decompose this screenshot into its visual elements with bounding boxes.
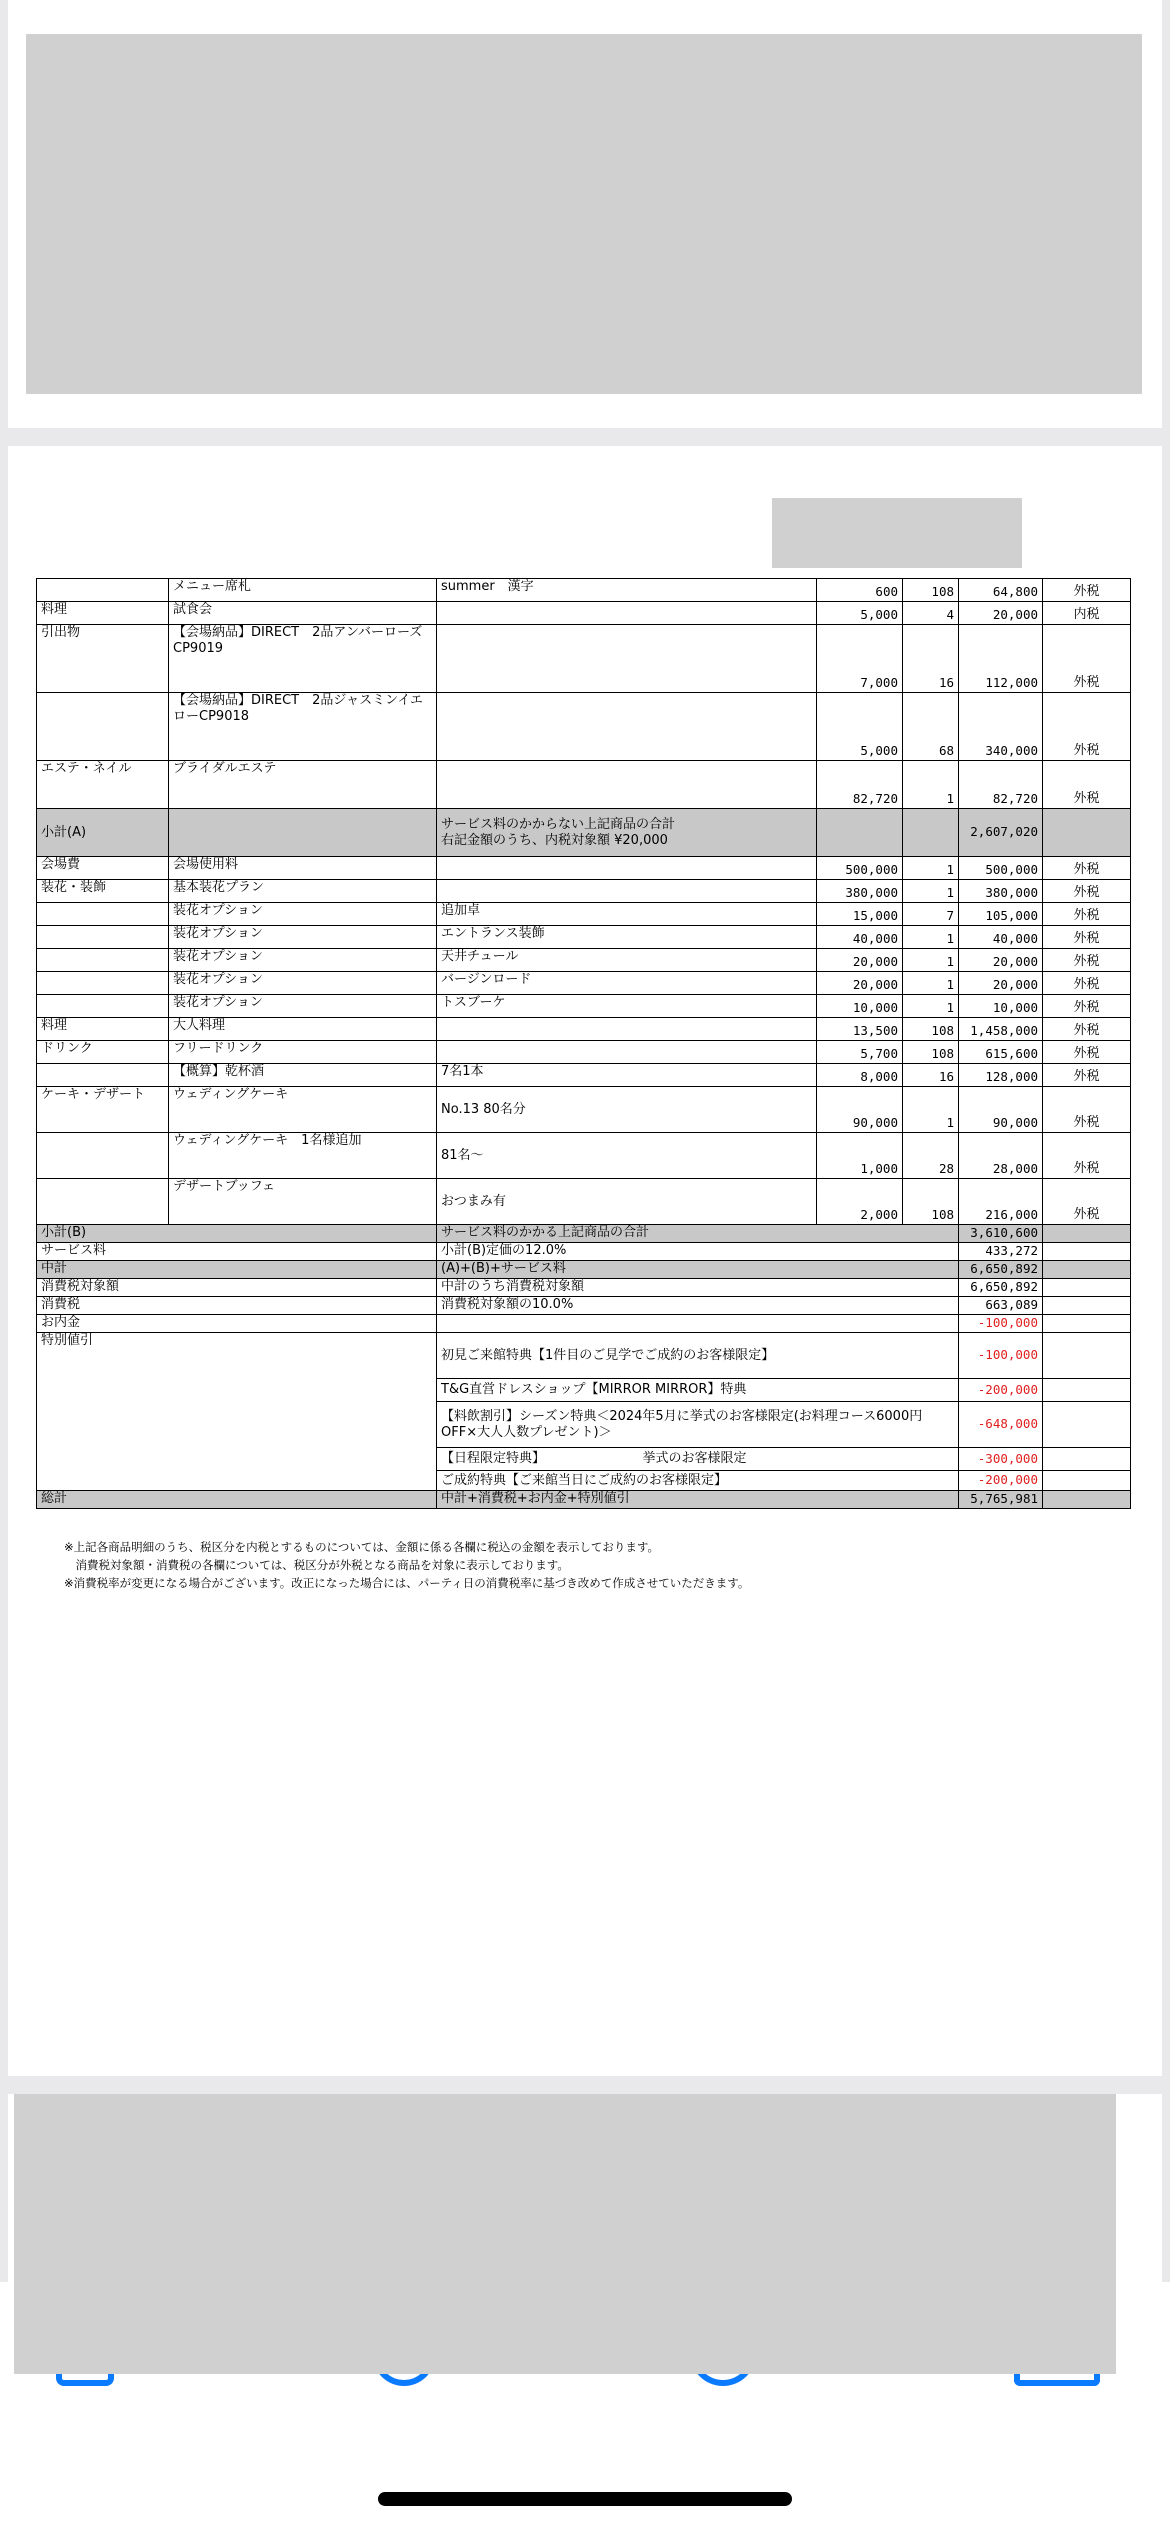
price-cell: 5,000: [817, 602, 903, 625]
table-row: [37, 903, 1131, 926]
table-row: [37, 1133, 1131, 1179]
estimate-table: [36, 578, 1131, 1509]
tax-cell: 外税: [1043, 693, 1131, 761]
summary-label: 小計(B): [37, 1225, 437, 1243]
redacted-area-bottom: [14, 2094, 1116, 2374]
item-cell: メニュー席札: [169, 579, 437, 602]
price-cell: 2,000: [817, 1179, 903, 1225]
detail-cell: [437, 1018, 817, 1041]
summary-amount: 3,610,600: [959, 1225, 1043, 1243]
note-line: ※上記各商品明細のうち、税区分を内税とするものについては、金額に係る各欄に税込の金額を表示しております。: [64, 1540, 659, 1554]
discount-amount: -300,000: [959, 1448, 1043, 1471]
category-cell: [37, 1133, 169, 1179]
summary-row: [37, 1297, 1131, 1315]
empty-cell: [1043, 809, 1131, 857]
item-cell: デザートブッフェ: [169, 1179, 437, 1225]
price-cell: 13,500: [817, 1018, 903, 1041]
amount-cell: 10,000: [959, 995, 1043, 1018]
category-cell: エステ・ネイル: [37, 761, 169, 809]
summary-label: 消費税: [37, 1297, 437, 1315]
empty-cell: [1043, 1448, 1131, 1471]
detail-cell: [437, 1041, 817, 1064]
detail-cell: 81名～: [437, 1133, 817, 1179]
subtotal-a-desc: [437, 809, 817, 857]
discount-label: 特別値引: [37, 1333, 437, 1491]
discount-row: [37, 1333, 1131, 1379]
table-row: [37, 926, 1131, 949]
detail-cell: バージンロード: [437, 972, 817, 995]
item-cell: 装花オプション: [169, 903, 437, 926]
tax-cell: 外税: [1043, 1133, 1131, 1179]
price-cell: 7,000: [817, 625, 903, 693]
table-row: [37, 995, 1131, 1018]
item-cell: ウェディングケーキ 1名様追加: [169, 1133, 437, 1179]
summary-label: サービス料: [37, 1243, 437, 1261]
amount-cell: 90,000: [959, 1087, 1043, 1133]
table-row: [37, 625, 1131, 693]
detail-cell: [437, 857, 817, 880]
discount-amount: -648,000: [959, 1402, 1043, 1448]
item-cell: フリードリンク: [169, 1041, 437, 1064]
tax-cell: 外税: [1043, 880, 1131, 903]
tax-cell: 内税: [1043, 602, 1131, 625]
table-row: [37, 1018, 1131, 1041]
total-amount: 5,765,981: [959, 1491, 1043, 1509]
category-cell: 引出物: [37, 625, 169, 693]
category-cell: 料理: [37, 1018, 169, 1041]
qty-cell: 108: [903, 1041, 959, 1064]
amount-cell: 340,000: [959, 693, 1043, 761]
item-cell: 装花オプション: [169, 995, 437, 1018]
summary-desc: サービス料のかかる上記商品の合計: [437, 1225, 959, 1243]
empty-cell: [1043, 1225, 1131, 1243]
table-row: [37, 880, 1131, 903]
empty-cell: [1043, 1243, 1131, 1261]
summary-amount: 6,650,892: [959, 1279, 1043, 1297]
qty-cell: 1: [903, 972, 959, 995]
subtotal-a-note: サービス料のかからない上記商品の合計: [441, 816, 676, 832]
detail-cell: No.13 80名分: [437, 1087, 817, 1133]
qty-cell: 1: [903, 880, 959, 903]
qty-cell: 108: [903, 579, 959, 602]
summary-label: お内金: [37, 1315, 437, 1333]
tax-cell: 外税: [1043, 579, 1131, 602]
empty-cell: [1043, 1379, 1131, 1402]
category-cell: ケーキ・デザート: [37, 1087, 169, 1133]
tax-cell: 外税: [1043, 1064, 1131, 1087]
discount-amount: -200,000: [959, 1379, 1043, 1402]
summary-desc: 小計(B)定価の12.0%: [437, 1243, 959, 1261]
redacted-area-header: [772, 498, 1022, 568]
discount-desc: 【料飲割引】シーズン特典＜2024年5月に挙式のお客様限定(お料理コース6000円OFF×大人人数プレゼント)＞: [437, 1402, 959, 1448]
discount-desc: 【日程限定特典】 挙式のお客様限定: [437, 1448, 959, 1471]
category-cell: [37, 1179, 169, 1225]
total-label: 総計: [37, 1491, 437, 1509]
qty-cell: 1: [903, 857, 959, 880]
total-desc: 中計+消費税+お内金+特別値引: [437, 1491, 959, 1509]
detail-cell: 追加卓: [437, 903, 817, 926]
amount-cell: 82,720: [959, 761, 1043, 809]
detail-cell: 7名1本: [437, 1064, 817, 1087]
price-cell: 20,000: [817, 949, 903, 972]
tax-cell: 外税: [1043, 1087, 1131, 1133]
tax-cell: 外税: [1043, 857, 1131, 880]
subtotal-a-note: 右記金額のうち、内税対象額 ¥20,000: [441, 832, 668, 848]
item-cell: 装花オプション: [169, 949, 437, 972]
price-cell: 380,000: [817, 880, 903, 903]
summary-row: [37, 1279, 1131, 1297]
notes: [64, 1538, 1124, 1592]
summary-desc: 消費税対象額の10.0%: [437, 1297, 959, 1315]
item-cell: 【概算】乾杯酒: [169, 1064, 437, 1087]
price-cell: 600: [817, 579, 903, 602]
qty-cell: 1: [903, 926, 959, 949]
price-cell: 5,000: [817, 693, 903, 761]
item-cell: 装花オプション: [169, 972, 437, 995]
category-cell: [37, 972, 169, 995]
amount-cell: 500,000: [959, 857, 1043, 880]
item-cell: 【会場納品】DIRECT 2品アンバーローズCP9019: [169, 625, 437, 693]
amount-cell: 20,000: [959, 602, 1043, 625]
amount-cell: 40,000: [959, 926, 1043, 949]
tax-cell: 外税: [1043, 972, 1131, 995]
category-cell: [37, 1064, 169, 1087]
tax-cell: 外税: [1043, 926, 1131, 949]
summary-amount: 663,089: [959, 1297, 1043, 1315]
summary-desc: [437, 1315, 959, 1333]
qty-cell: 28: [903, 1133, 959, 1179]
tax-cell: 外税: [1043, 625, 1131, 693]
table-row: [37, 602, 1131, 625]
qty-cell: 4: [903, 602, 959, 625]
empty-cell: [903, 809, 959, 857]
detail-cell: おつまみ有: [437, 1179, 817, 1225]
discount-desc: ご成約特典【ご来館当日にご成約のお客様限定】: [437, 1471, 959, 1491]
qty-cell: 1: [903, 1087, 959, 1133]
qty-cell: 16: [903, 625, 959, 693]
summary-label: 中計: [37, 1261, 437, 1279]
tax-cell: 外税: [1043, 1018, 1131, 1041]
tax-cell: 外税: [1043, 1179, 1131, 1225]
empty-cell: [1043, 1471, 1131, 1491]
price-cell: 1,000: [817, 1133, 903, 1179]
tax-cell: 外税: [1043, 761, 1131, 809]
qty-cell: 108: [903, 1018, 959, 1041]
empty-cell: [1043, 1315, 1131, 1333]
amount-cell: 216,000: [959, 1179, 1043, 1225]
amount-cell: 28,000: [959, 1133, 1043, 1179]
tax-cell: 外税: [1043, 949, 1131, 972]
empty-cell: [1043, 1491, 1131, 1509]
subtotal-a-amount: 2,607,020: [959, 809, 1043, 857]
table-row: [37, 949, 1131, 972]
amount-cell: 1,458,000: [959, 1018, 1043, 1041]
table-row: [37, 761, 1131, 809]
total-row: [37, 1491, 1131, 1509]
subtotal-a-label: 小計(A): [37, 809, 169, 857]
discount-desc: 初見ご来館特典【1件目のご見学でご成約のお客様限定】: [437, 1333, 959, 1379]
item-cell: 装花オプション: [169, 926, 437, 949]
detail-cell: エントランス装飾: [437, 926, 817, 949]
amount-cell: 20,000: [959, 949, 1043, 972]
category-cell: 会場費: [37, 857, 169, 880]
amount-cell: 20,000: [959, 972, 1043, 995]
discount-amount: -100,000: [959, 1333, 1043, 1379]
amount-cell: 64,800: [959, 579, 1043, 602]
category-cell: [37, 903, 169, 926]
detail-cell: [437, 761, 817, 809]
detail-cell: 天井チュール: [437, 949, 817, 972]
price-cell: 90,000: [817, 1087, 903, 1133]
amount-cell: 615,600: [959, 1041, 1043, 1064]
price-cell: 8,000: [817, 1064, 903, 1087]
empty-cell: [1043, 1279, 1131, 1297]
price-cell: 500,000: [817, 857, 903, 880]
home-indicator: [378, 2492, 792, 2506]
table-row: [37, 857, 1131, 880]
table-row: [37, 579, 1131, 602]
subtotal-a-empty: [169, 809, 437, 857]
summary-row: [37, 1315, 1131, 1333]
detail-cell: [437, 880, 817, 903]
detail-cell: summer 漢字: [437, 579, 817, 602]
category-cell: [37, 693, 169, 761]
category-cell: 料理: [37, 602, 169, 625]
table-row: [37, 693, 1131, 761]
table-row: [37, 972, 1131, 995]
price-cell: 15,000: [817, 903, 903, 926]
tax-cell: 外税: [1043, 903, 1131, 926]
discount-desc: T&G直営ドレスショップ【MIRROR MIRROR】特典: [437, 1379, 959, 1402]
summary-label: 消費税対象額: [37, 1279, 437, 1297]
table-row: [37, 1041, 1131, 1064]
detail-cell: [437, 693, 817, 761]
summary-row: [37, 1261, 1131, 1279]
detail-cell: トスブーケ: [437, 995, 817, 1018]
qty-cell: 7: [903, 903, 959, 926]
qty-cell: 1: [903, 949, 959, 972]
summary-amount: -100,000: [959, 1315, 1043, 1333]
qty-cell: 68: [903, 693, 959, 761]
price-cell: 40,000: [817, 926, 903, 949]
price-cell: 5,700: [817, 1041, 903, 1064]
qty-cell: 1: [903, 761, 959, 809]
item-cell: ブライダルエステ: [169, 761, 437, 809]
category-cell: [37, 579, 169, 602]
summary-amount: 6,650,892: [959, 1261, 1043, 1279]
qty-cell: 108: [903, 1179, 959, 1225]
price-cell: 20,000: [817, 972, 903, 995]
item-cell: ウェディングケーキ: [169, 1087, 437, 1133]
item-cell: 会場使用料: [169, 857, 437, 880]
summary-amount: 433,272: [959, 1243, 1043, 1261]
amount-cell: 112,000: [959, 625, 1043, 693]
amount-cell: 128,000: [959, 1064, 1043, 1087]
note-line: ※消費税率が変更になる場合がございます。改正になった場合には、パーティ日の消費税率に基づき改めて作成させていただきます。: [64, 1576, 750, 1590]
item-cell: 大人料理: [169, 1018, 437, 1041]
category-cell: [37, 926, 169, 949]
item-cell: 基本装花プラン: [169, 880, 437, 903]
price-cell: 82,720: [817, 761, 903, 809]
table-row: [37, 1087, 1131, 1133]
category-cell: ドリンク: [37, 1041, 169, 1064]
qty-cell: 1: [903, 995, 959, 1018]
detail-cell: [437, 625, 817, 693]
summary-desc: 中計のうち消費税対象額: [437, 1279, 959, 1297]
summary-desc: (A)+(B)+サービス料: [437, 1261, 959, 1279]
amount-cell: 380,000: [959, 880, 1043, 903]
category-cell: [37, 949, 169, 972]
redacted-area-top: [26, 34, 1142, 394]
qty-cell: 16: [903, 1064, 959, 1087]
item-cell: 試食会: [169, 602, 437, 625]
summary-row: [37, 1225, 1131, 1243]
detail-cell: [437, 602, 817, 625]
tax-cell: 外税: [1043, 1041, 1131, 1064]
note-line: 消費税対象額・消費税の各欄については、税区分が外税となる商品を対象に表示しております。: [64, 1558, 569, 1572]
amount-cell: 105,000: [959, 903, 1043, 926]
empty-cell: [1043, 1261, 1131, 1279]
empty-cell: [1043, 1297, 1131, 1315]
empty-cell: [817, 809, 903, 857]
empty-cell: [1043, 1402, 1131, 1448]
subtotal-a-row: [37, 809, 1131, 857]
category-cell: [37, 995, 169, 1018]
empty-cell: [1043, 1333, 1131, 1379]
category-cell: 装花・装飾: [37, 880, 169, 903]
item-cell: 【会場納品】DIRECT 2品ジャスミンイエローCP9018: [169, 693, 437, 761]
price-cell: 10,000: [817, 995, 903, 1018]
table-row: [37, 1179, 1131, 1225]
tax-cell: 外税: [1043, 995, 1131, 1018]
table-row: [37, 1064, 1131, 1087]
summary-row: [37, 1243, 1131, 1261]
discount-amount: -200,000: [959, 1471, 1043, 1491]
